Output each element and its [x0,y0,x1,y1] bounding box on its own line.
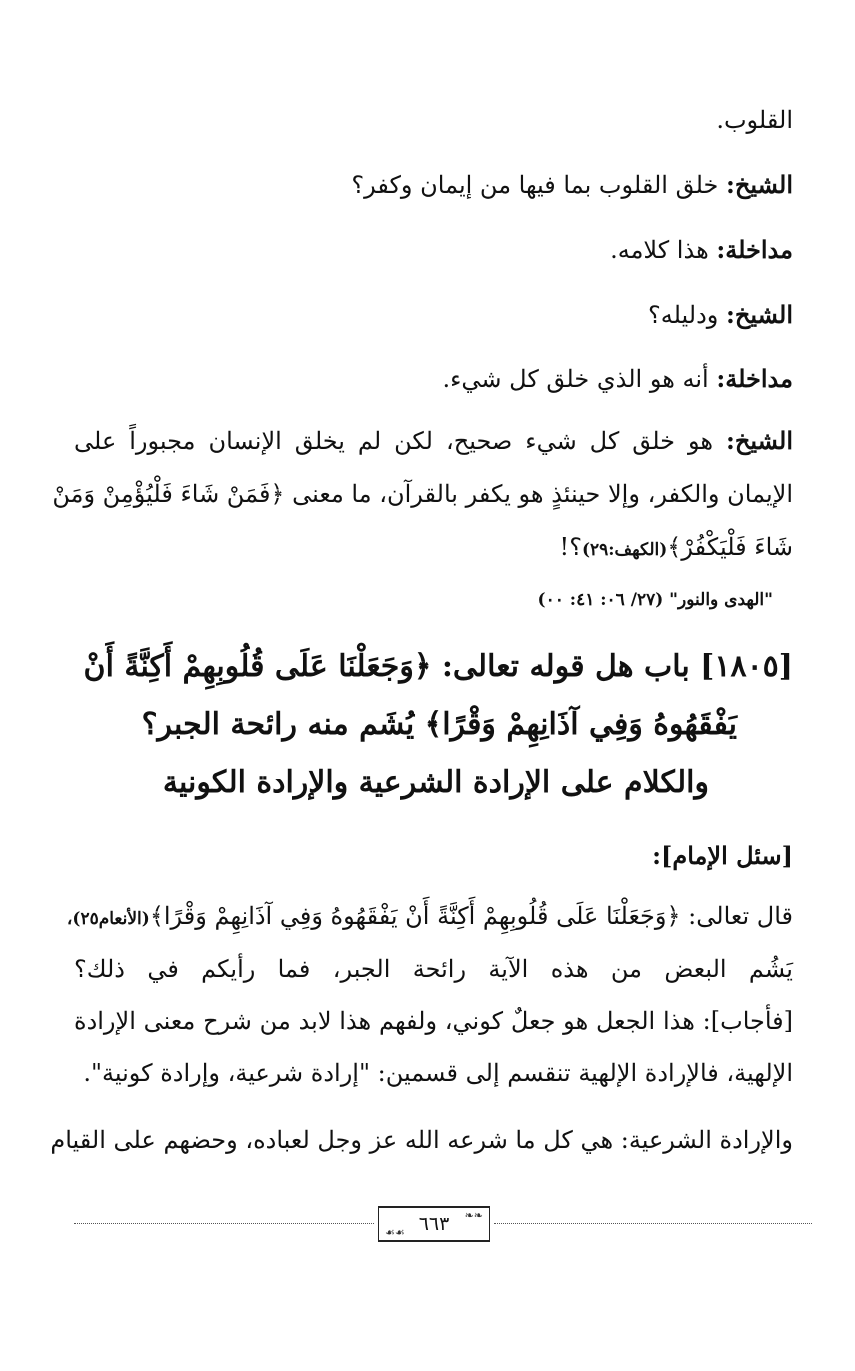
text-line [66,900,793,935]
text-line [74,104,793,136]
verse-reference: (الكهف:٢٩) [581,540,668,560]
page-number: ٦٦٣ [418,1213,450,1235]
dialogue-text: أنه هو الذي خلق كل شيء. [442,365,717,393]
section-label [74,840,793,872]
page-number-frame [378,1206,490,1242]
dialogue-text: خلق القلوب بما فيها من إيمان وكفر؟ [351,171,727,199]
speaker-label: الشيخ: [726,426,793,455]
footer-divider-left [74,1223,374,1224]
dialogue-line [74,363,793,395]
quran-quote: شَاءَ فَلْيَكْفُرْ﴾ [667,533,793,561]
dialogue-line [74,234,793,266]
text-fragment: [فأجاب]: هذا الجعل هو جعلٌ كوني، ولفهم هذا لابد من شرح معنى الإرادة [74,1007,793,1035]
dialogue-line [74,299,793,331]
question-label: [سئل الإمام]: [652,841,793,870]
text-line [74,1057,793,1089]
speaker-label: الشيخ: [726,300,793,329]
dialogue-text: ودليله؟ [648,301,727,329]
dialogue-line [74,425,793,457]
text-line [50,1124,793,1156]
heading-text: [١٨٠٥] باب هل قوله تعالى: ﴿وَجَعَلْنَا عَلَى قُلُوبِهِمْ أَكِنَّةً أَنْ [83,649,793,684]
text-line [74,1005,793,1037]
text-line [74,953,793,985]
text-line [52,478,793,510]
text-fragment: يَشُم البعض من هذه الآية رائحة الجبر، فما رأيكم في ذلك؟ [74,955,793,983]
text-fragment: والإرادة الشرعية: هي كل ما شرعه الله عز وجل لعباده، وحضهم على القيام [50,1126,793,1154]
text-fragment: قال تعالى: ﴿وَجَعَلْنَا عَلَى قُلُوبِهِمْ أَكِنَّةً أَنْ يَفْقَهُوهُ وَفِي آذَانِهِمْ وَقْرًا﴾ [149,902,793,930]
footer-divider-right [494,1223,812,1224]
dialogue-text: هذا كلامه. [610,236,717,264]
text-fragment: ؟! [559,533,582,561]
source-citation [74,588,773,612]
verse-reference: (الأنعام٢٥)، [66,909,150,929]
speaker-label: مداخلة: [716,364,793,393]
chapter-heading-line [70,700,737,750]
text-fragment: القلوب. [716,106,793,134]
heading-text: يَفْقَهُوهُ وَفِي آذَانِهِمْ وَقْرًا﴾ يُشَم منه رائحة الجبر؟ [141,707,737,742]
text-fragment: الإلهية، فالإرادة الإلهية تنقسم إلى قسمين: "إرادة شرعية، وإرادة كونية". [83,1059,793,1087]
text-fragment: الإيمان والكفر، وإلا حينئذٍ هو يكفر بالقرآن، ما معنى ﴿فَمَنْ شَاءَ فَلْيُؤْمِنْ وَمَنْ [52,480,793,508]
text-line [74,531,793,566]
heading-text: والكلام على الإرادة الشرعية والإرادة الكونية [162,765,709,800]
ornament-icon: ❧❧ [464,1209,483,1222]
dialogue-text: هو خلق كل شيء صحيح، لكن لم يخلق الإنسان مجبوراً على [74,427,727,455]
chapter-heading-line [70,642,793,692]
citation-text: "الهدى والنور" (٢٧/ ٠٦: ٤١: ٠٠) [537,590,773,610]
chapter-heading-line [70,758,709,808]
dialogue-line [74,169,793,201]
ornament-icon: ☙☙ [385,1226,405,1239]
speaker-label: مداخلة: [716,235,793,264]
speaker-label: الشيخ: [726,170,793,199]
